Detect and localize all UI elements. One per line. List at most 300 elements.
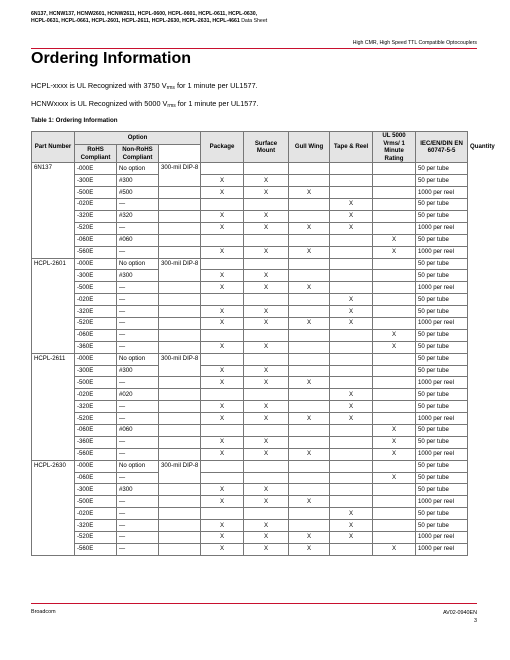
iec-rating-cell: [373, 531, 416, 543]
nonrohs-option-cell: —: [117, 294, 159, 306]
tape-reel-cell: X: [289, 543, 330, 555]
quantity-cell: 1000 per reel: [416, 413, 468, 425]
tape-reel-cell: [289, 424, 330, 436]
rohs-option-cell: -000E: [75, 460, 117, 472]
package-cell: 300-mil DIP-8: [159, 353, 201, 377]
surface-mount-cell: X: [201, 246, 244, 258]
header-nonrohs: Non-RoHS Compliant: [117, 145, 159, 163]
surface-mount-cell: X: [201, 282, 244, 294]
ul-rating-cell: [330, 484, 373, 496]
package-empty-cell: [159, 413, 201, 425]
rohs-option-cell: -560E: [75, 448, 117, 460]
rohs-option-cell: -020E: [75, 389, 117, 401]
surface-mount-cell: X: [201, 436, 244, 448]
surface-mount-cell: X: [201, 306, 244, 318]
nonrohs-option-cell: —: [117, 448, 159, 460]
package-empty-cell: [159, 543, 201, 555]
surface-mount-cell: [201, 199, 244, 211]
ul-rating-cell: [330, 448, 373, 460]
table-row: [32, 282, 468, 294]
iec-rating-cell: [373, 294, 416, 306]
ul-rating-cell: [330, 282, 373, 294]
table-row: [32, 448, 468, 460]
ordering-table: [31, 131, 495, 556]
table-row: [32, 424, 468, 436]
footer-page-number: 3: [474, 618, 477, 624]
tape-reel-cell: [289, 353, 330, 365]
iec-rating-cell: [373, 306, 416, 318]
rohs-option-cell: -500E: [75, 282, 117, 294]
gull-wing-cell: X: [244, 413, 289, 425]
iec-rating-cell: [373, 353, 416, 365]
header-iec: IEC/EN/DIN EN 60747-5-5: [416, 132, 468, 163]
nonrohs-option-cell: #500: [117, 187, 159, 199]
nonrohs-option-cell: —: [117, 377, 159, 389]
iec-rating-cell: X: [373, 341, 416, 353]
table-row: [32, 270, 468, 282]
quantity-cell: 50 per tube: [416, 258, 468, 270]
surface-mount-cell: X: [201, 448, 244, 460]
package-empty-cell: [159, 496, 201, 508]
surface-mount-cell: X: [201, 210, 244, 222]
rohs-option-cell: -300E: [75, 270, 117, 282]
package-empty-cell: [159, 424, 201, 436]
gull-wing-cell: X: [244, 365, 289, 377]
table-row: [32, 472, 468, 484]
header-part-list: [31, 11, 271, 25]
rohs-option-cell: -500E: [75, 187, 117, 199]
tape-reel-cell: [289, 508, 330, 520]
gull-wing-cell: X: [244, 520, 289, 532]
gull-wing-cell: X: [244, 187, 289, 199]
ul-note-hcnw-text: HCNWxxxx is UL Recognized with 5000 V: [31, 99, 168, 108]
tape-reel-cell: X: [289, 413, 330, 425]
nonrohs-option-cell: —: [117, 508, 159, 520]
ul-rating-cell: [330, 258, 373, 270]
nonrohs-option-cell: No option: [117, 258, 159, 270]
header-tape-reel: Tape & Reel: [330, 132, 373, 163]
gull-wing-cell: [244, 234, 289, 246]
iec-rating-cell: [373, 163, 416, 175]
gull-wing-cell: [244, 163, 289, 175]
package-empty-cell: [159, 329, 201, 341]
package-empty-cell: [159, 484, 201, 496]
footer-company: Broadcom: [31, 609, 56, 615]
package-empty-cell: [159, 436, 201, 448]
tape-reel-cell: [289, 306, 330, 318]
nonrohs-option-cell: —: [117, 472, 159, 484]
ul-note-hcpl: [31, 81, 258, 91]
table-row: [32, 543, 468, 555]
table-row: [32, 484, 468, 496]
tape-reel-cell: [289, 460, 330, 472]
quantity-cell: 50 per tube: [416, 401, 468, 413]
ul-note-hcnw: [31, 99, 259, 109]
quantity-cell: 50 per tube: [416, 270, 468, 282]
table-row: [32, 531, 468, 543]
ul-rating-cell: [330, 543, 373, 555]
part-number-cell: HCPL-2630: [32, 460, 75, 555]
package-empty-cell: [159, 448, 201, 460]
ul-rating-cell: [330, 234, 373, 246]
gull-wing-cell: [244, 353, 289, 365]
table-body: [32, 163, 468, 555]
ul-rating-cell: [330, 246, 373, 258]
ul-rating-cell: [330, 424, 373, 436]
iec-rating-cell: [373, 389, 416, 401]
ul-rating-cell: [330, 163, 373, 175]
iec-rating-cell: [373, 210, 416, 222]
rohs-option-cell: -000E: [75, 353, 117, 365]
gull-wing-cell: X: [244, 270, 289, 282]
tape-reel-cell: [289, 329, 330, 341]
surface-mount-cell: [201, 163, 244, 175]
ul-rating-cell: X: [330, 199, 373, 211]
quantity-cell: 50 per tube: [416, 329, 468, 341]
quantity-cell: 1000 per reel: [416, 246, 468, 258]
surface-mount-cell: [201, 424, 244, 436]
package-empty-cell: [159, 234, 201, 246]
gull-wing-cell: X: [244, 448, 289, 460]
package-empty-cell: [159, 389, 201, 401]
tape-reel-cell: [289, 270, 330, 282]
package-cell: 300-mil DIP-8: [159, 163, 201, 187]
rohs-option-cell: -300E: [75, 484, 117, 496]
gull-wing-cell: X: [244, 531, 289, 543]
ul-rating-cell: X: [330, 294, 373, 306]
page-title: Ordering Information: [31, 50, 191, 67]
tape-reel-cell: [289, 199, 330, 211]
nonrohs-option-cell: —: [117, 436, 159, 448]
nonrohs-option-cell: No option: [117, 163, 159, 175]
tape-reel-cell: X: [289, 448, 330, 460]
quantity-cell: 1000 per reel: [416, 377, 468, 389]
iec-rating-cell: [373, 460, 416, 472]
tape-reel-cell: [289, 234, 330, 246]
gull-wing-cell: X: [244, 543, 289, 555]
gull-wing-cell: X: [244, 496, 289, 508]
table-row: [32, 520, 468, 532]
surface-mount-cell: X: [201, 496, 244, 508]
package-empty-cell: [159, 282, 201, 294]
gull-wing-cell: [244, 389, 289, 401]
tape-reel-cell: X: [289, 282, 330, 294]
table-row: [32, 317, 468, 329]
gull-wing-cell: X: [244, 210, 289, 222]
package-empty-cell: [159, 317, 201, 329]
rohs-option-cell: -000E: [75, 163, 117, 175]
ul-rating-cell: [330, 341, 373, 353]
nonrohs-option-cell: #320: [117, 210, 159, 222]
tape-reel-cell: [289, 294, 330, 306]
quantity-cell: 50 per tube: [416, 436, 468, 448]
nonrohs-option-cell: —: [117, 543, 159, 555]
ul-rating-cell: X: [330, 531, 373, 543]
ul-rating-cell: [330, 365, 373, 377]
header-gull-wing: Gull Wing: [289, 132, 330, 163]
quantity-cell: 50 per tube: [416, 341, 468, 353]
header-rule: [31, 48, 477, 49]
surface-mount-cell: [201, 258, 244, 270]
iec-rating-cell: [373, 484, 416, 496]
rohs-option-cell: -020E: [75, 508, 117, 520]
nonrohs-option-cell: —: [117, 341, 159, 353]
surface-mount-cell: X: [201, 401, 244, 413]
table-caption: Table 1: Ordering Information: [31, 117, 118, 124]
rohs-option-cell: -060E: [75, 329, 117, 341]
ul-note-hcnw-text-end: for 1 minute per UL1577.: [175, 99, 259, 108]
header-part-number: Part Number: [32, 132, 75, 163]
rohs-option-cell: -300E: [75, 365, 117, 377]
iec-rating-cell: [373, 282, 416, 294]
table-row: [32, 210, 468, 222]
table-row: [32, 365, 468, 377]
gull-wing-cell: [244, 472, 289, 484]
ul-rating-cell: [330, 436, 373, 448]
quantity-cell: 50 per tube: [416, 294, 468, 306]
gull-wing-cell: [244, 508, 289, 520]
part-number-cell: HCPL-2611: [32, 353, 75, 460]
iec-rating-cell: X: [373, 472, 416, 484]
rohs-option-cell: -520E: [75, 317, 117, 329]
table-row: [32, 377, 468, 389]
rohs-option-cell: -520E: [75, 413, 117, 425]
table-header: Part Number Option Package Surface Mount Gull Wing Tape & Reel UL 5000 Vrms/ 1 Minute Rating IEC/EN/DIN EN 60747-5-5 Quantity RoHS Compliant Non-RoHS Compliant: [32, 132, 468, 163]
package-empty-cell: [159, 294, 201, 306]
iec-rating-cell: X: [373, 329, 416, 341]
tape-reel-cell: X: [289, 317, 330, 329]
gull-wing-cell: X: [244, 306, 289, 318]
footer-rule: [31, 603, 477, 604]
rohs-option-cell: -320E: [75, 401, 117, 413]
nonrohs-option-cell: No option: [117, 353, 159, 365]
rohs-option-cell: -320E: [75, 520, 117, 532]
quantity-cell: 50 per tube: [416, 389, 468, 401]
package-empty-cell: [159, 377, 201, 389]
header-rohs: RoHS Compliant: [75, 145, 117, 163]
iec-rating-cell: [373, 496, 416, 508]
rohs-option-cell: -560E: [75, 246, 117, 258]
quantity-cell: 50 per tube: [416, 460, 468, 472]
tape-reel-cell: [289, 484, 330, 496]
nonrohs-option-cell: —: [117, 413, 159, 425]
iec-rating-cell: X: [373, 448, 416, 460]
ul-rating-cell: [330, 377, 373, 389]
surface-mount-cell: X: [201, 222, 244, 234]
quantity-cell: 50 per tube: [416, 163, 468, 175]
rohs-option-cell: -320E: [75, 210, 117, 222]
gull-wing-cell: X: [244, 401, 289, 413]
tape-reel-cell: [289, 365, 330, 377]
quantity-cell: 1000 per reel: [416, 531, 468, 543]
tape-reel-cell: [289, 175, 330, 187]
table-row: [32, 306, 468, 318]
ul-note-hcpl-text: HCPL-xxxx is UL Recognized with 3750 V: [31, 81, 167, 90]
ul-rating-cell: [330, 472, 373, 484]
table-row: [32, 246, 468, 258]
nonrohs-option-cell: #020: [117, 389, 159, 401]
iec-rating-cell: [373, 270, 416, 282]
package-cell: 300-mil DIP-8: [159, 258, 201, 282]
surface-mount-cell: X: [201, 317, 244, 329]
surface-mount-cell: [201, 472, 244, 484]
ul-rating-cell: [330, 496, 373, 508]
quantity-cell: 50 per tube: [416, 210, 468, 222]
tape-reel-cell: X: [289, 531, 330, 543]
nonrohs-option-cell: —: [117, 496, 159, 508]
gull-wing-cell: [244, 199, 289, 211]
iec-rating-cell: [373, 222, 416, 234]
gull-wing-cell: X: [244, 436, 289, 448]
table-row: [32, 175, 468, 187]
header-surface-mount: Surface Mount: [244, 132, 289, 163]
ul-note-hcnw-sub: rms: [167, 103, 176, 109]
iec-rating-cell: X: [373, 436, 416, 448]
nonrohs-option-cell: #060: [117, 424, 159, 436]
gull-wing-cell: [244, 258, 289, 270]
quantity-cell: 50 per tube: [416, 472, 468, 484]
nonrohs-option-cell: —: [117, 246, 159, 258]
header-parts: 6N137, HCNW137, HCNW2601, HCNW2611, HCPL-0600, HCPL-0601, HCPL-0611, HCPL-0630, HCPL-0631, HCPL-0661, HCPL-2601, HCPL-2611, HCPL-2630, HCPL-2631, HCPL-4661: [31, 11, 258, 24]
package-empty-cell: [159, 508, 201, 520]
iec-rating-cell: X: [373, 246, 416, 258]
tape-reel-cell: [289, 341, 330, 353]
ul-rating-cell: X: [330, 413, 373, 425]
package-empty-cell: [159, 401, 201, 413]
tape-reel-cell: X: [289, 496, 330, 508]
quantity-cell: 50 per tube: [416, 306, 468, 318]
header-title: High CMR, High Speed TTL Compatible Optocouplers: [352, 40, 477, 46]
ul-rating-cell: [330, 460, 373, 472]
rohs-option-cell: -020E: [75, 199, 117, 211]
rohs-option-cell: -560E: [75, 543, 117, 555]
table-row: [32, 496, 468, 508]
gull-wing-cell: X: [244, 282, 289, 294]
surface-mount-cell: [201, 508, 244, 520]
tape-reel-cell: X: [289, 222, 330, 234]
tape-reel-cell: [289, 163, 330, 175]
table-row: [32, 389, 468, 401]
quantity-cell: 1000 per reel: [416, 222, 468, 234]
nonrohs-option-cell: —: [117, 520, 159, 532]
nonrohs-option-cell: —: [117, 222, 159, 234]
iec-rating-cell: X: [373, 424, 416, 436]
ul-note-hcpl-text-end: for 1 minute per UL1577.: [174, 81, 258, 90]
ul-rating-cell: X: [330, 317, 373, 329]
surface-mount-cell: X: [201, 341, 244, 353]
ul-rating-cell: [330, 329, 373, 341]
part-number-cell: HCPL-2601: [32, 258, 75, 353]
iec-rating-cell: [373, 401, 416, 413]
surface-mount-cell: [201, 329, 244, 341]
rohs-option-cell: -500E: [75, 377, 117, 389]
nonrohs-option-cell: —: [117, 329, 159, 341]
package-empty-cell: [159, 520, 201, 532]
iec-rating-cell: X: [373, 543, 416, 555]
table-row: [32, 222, 468, 234]
quantity-cell: 50 per tube: [416, 484, 468, 496]
table-row: [32, 234, 468, 246]
surface-mount-cell: [201, 234, 244, 246]
nonrohs-option-cell: No option: [117, 460, 159, 472]
nonrohs-option-cell: —: [117, 401, 159, 413]
gull-wing-cell: [244, 294, 289, 306]
table-row: [32, 294, 468, 306]
ul-rating-cell: X: [330, 210, 373, 222]
tape-reel-cell: [289, 210, 330, 222]
iec-rating-cell: [373, 187, 416, 199]
quantity-cell: 1000 per reel: [416, 187, 468, 199]
rohs-option-cell: -000E: [75, 258, 117, 270]
nonrohs-option-cell: #060: [117, 234, 159, 246]
quantity-cell: 50 per tube: [416, 424, 468, 436]
rohs-option-cell: -300E: [75, 175, 117, 187]
gull-wing-cell: [244, 424, 289, 436]
surface-mount-cell: X: [201, 413, 244, 425]
tape-reel-cell: [289, 520, 330, 532]
rohs-option-cell: -360E: [75, 436, 117, 448]
quantity-cell: 1000 per reel: [416, 543, 468, 555]
rohs-option-cell: -060E: [75, 234, 117, 246]
package-cell: 300-mil DIP-8: [159, 460, 201, 484]
rohs-option-cell: -320E: [75, 306, 117, 318]
tape-reel-cell: [289, 258, 330, 270]
ul-rating-cell: X: [330, 306, 373, 318]
surface-mount-cell: X: [201, 175, 244, 187]
surface-mount-cell: X: [201, 365, 244, 377]
gull-wing-cell: X: [244, 222, 289, 234]
tape-reel-cell: [289, 401, 330, 413]
rohs-option-cell: -060E: [75, 424, 117, 436]
tape-reel-cell: [289, 389, 330, 401]
ul-rating-cell: X: [330, 401, 373, 413]
nonrohs-option-cell: #300: [117, 175, 159, 187]
surface-mount-cell: [201, 389, 244, 401]
ul-rating-cell: [330, 353, 373, 365]
gull-wing-cell: [244, 329, 289, 341]
package-empty-cell: [159, 341, 201, 353]
table-row: [32, 413, 468, 425]
quantity-cell: 50 per tube: [416, 199, 468, 211]
tape-reel-cell: X: [289, 246, 330, 258]
package-empty-cell: [159, 199, 201, 211]
gull-wing-cell: X: [244, 246, 289, 258]
rohs-option-cell: -020E: [75, 294, 117, 306]
quantity-cell: 50 per tube: [416, 508, 468, 520]
surface-mount-cell: [201, 460, 244, 472]
table-row: [32, 187, 468, 199]
header-option: Option: [75, 132, 201, 145]
nonrohs-option-cell: #300: [117, 270, 159, 282]
package-empty-cell: [159, 187, 201, 199]
tape-reel-cell: X: [289, 187, 330, 199]
nonrohs-option-cell: —: [117, 306, 159, 318]
surface-mount-cell: X: [201, 531, 244, 543]
quantity-cell: 1000 per reel: [416, 448, 468, 460]
part-number-cell: 6N137: [32, 163, 75, 258]
quantity-cell: 50 per tube: [416, 234, 468, 246]
iec-rating-cell: [373, 508, 416, 520]
iec-rating-cell: [373, 317, 416, 329]
surface-mount-cell: [201, 294, 244, 306]
rohs-option-cell: -520E: [75, 222, 117, 234]
ul-rating-cell: [330, 270, 373, 282]
rohs-option-cell: -060E: [75, 472, 117, 484]
iec-rating-cell: [373, 413, 416, 425]
quantity-cell: 50 per tube: [416, 175, 468, 187]
ul-rating-cell: X: [330, 222, 373, 234]
footer-doc-number: AV02-0940EN: [442, 610, 477, 616]
